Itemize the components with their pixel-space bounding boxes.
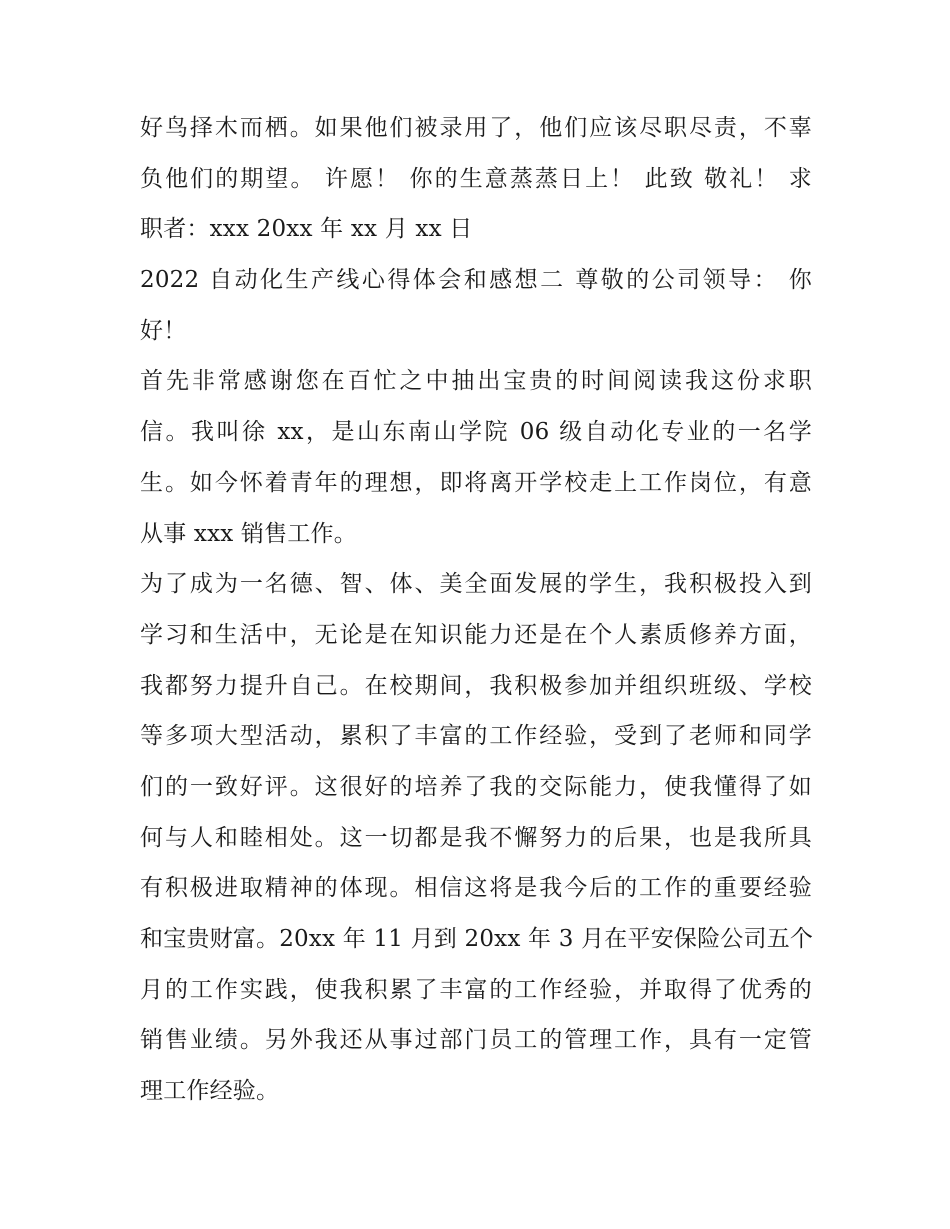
text-line: 首先非常感谢您在百忙之中抽出宝贵的时间阅读我这份求职 bbox=[140, 368, 812, 395]
text-line: 和宝贵财富。20xx 年 11 月到 20xx 年 3 月在平安保险公司五个 bbox=[140, 926, 814, 952]
text-line: 从事 xxx 销售工作。 bbox=[140, 520, 357, 547]
text-line: 等多项大型活动，累积了丰富的工作经验，受到了老师和同学 bbox=[140, 723, 812, 750]
text-line: 信。我叫徐 xx，是山东南山学院 06 级自动化专业的一名学 bbox=[140, 419, 812, 446]
text-line: 好！ bbox=[140, 317, 187, 344]
text-line: 们的一致好评。这很好的培养了我的交际能力，使我懂得了如 bbox=[140, 773, 812, 800]
text-line: 理工作经验。 bbox=[140, 1078, 280, 1105]
text-line: 月的工作实践，使我积累了丰富的工作经验，并取得了优秀的 bbox=[140, 976, 812, 1003]
text-line: 销售业绩。另外我还从事过部门员工的管理工作，具有一定管 bbox=[140, 1027, 812, 1054]
text-line: 我都努力提升自己。在校期间，我积极参加并组织班级、学校 bbox=[140, 672, 812, 699]
text-line: 好鸟择木而栖。如果他们被录用了，他们应该尽职尽责，不辜 bbox=[140, 115, 812, 141]
text-line: 生。如今怀着青年的理想，即将离开学校走上工作岗位，有意 bbox=[140, 469, 812, 496]
text-line: 有积极进取精神的体现。相信这将是我今后的工作的重要经验 bbox=[140, 875, 812, 902]
text-line: 2022 自动化生产线心得体会和感想二 尊敬的公司领导： 你 bbox=[140, 267, 812, 294]
text-line: 何与人和睦相处。这一切都是我不懈努力的后果，也是我所具 bbox=[140, 824, 812, 851]
text-line: 负他们的期望。 许愿！ 你的生意蒸蒸日上！ 此致 敬礼！ 求 bbox=[140, 165, 812, 192]
text-line: 为了成为一名德、智、体、美全面发展的学生，我积极投入到 bbox=[140, 571, 812, 598]
text-line: 职者：xxx 20xx 年 xx 月 xx 日 bbox=[140, 216, 473, 243]
document-body bbox=[140, 103, 812, 1117]
text-line: 学习和生活中，无论是在知识能力还是在个人素质修养方面， bbox=[140, 621, 812, 648]
